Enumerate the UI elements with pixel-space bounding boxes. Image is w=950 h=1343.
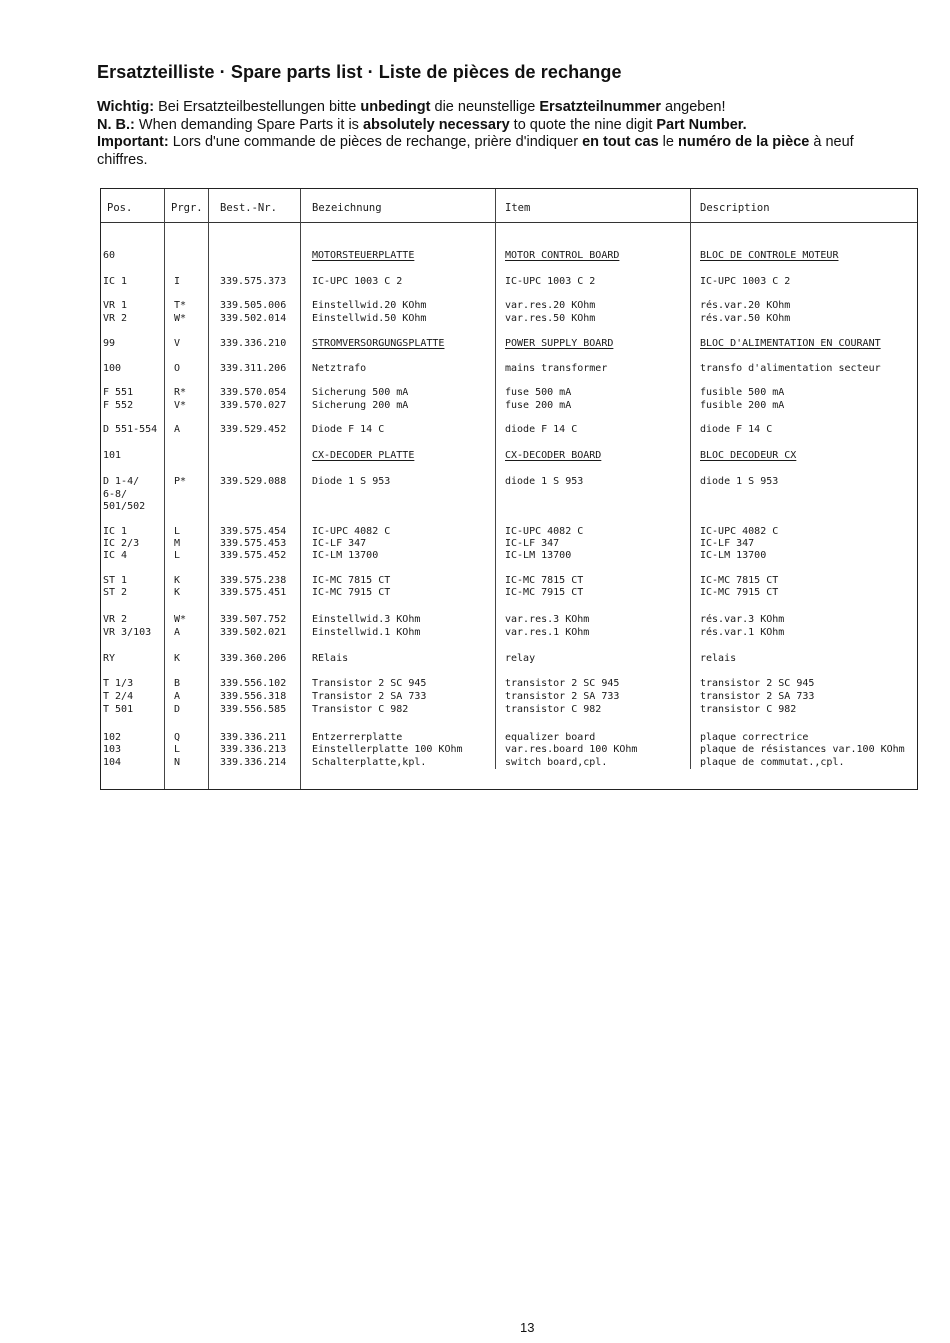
- cell-bezeichnung: IC-MC 7815 CT: [312, 575, 391, 586]
- notice-fr: Important: Lors d'une commande de pièces de rechange, prière d'indiquer en tout cas le numéro de la pièce à neuf chiffres.: [97, 134, 854, 168]
- cell-prgr: W*: [174, 614, 187, 625]
- cell-bezeichnung: RElais: [312, 653, 349, 664]
- cell-best-nr: 339.570.027: [220, 400, 287, 411]
- cell-item: equalizer board: [505, 732, 596, 743]
- col-divider: [208, 189, 209, 789]
- cell-prgr: O: [174, 363, 181, 374]
- cell-item: IC-UPC 1003 C 2: [505, 276, 596, 287]
- cell-bezeichnung: IC-UPC 1003 C 2: [312, 276, 403, 287]
- cell-prgr: N: [174, 757, 181, 768]
- header-description: Description: [700, 202, 770, 214]
- cell-best-nr: 339.529.088: [220, 476, 287, 487]
- cell-bezeichnung: IC-LM 13700: [312, 550, 379, 561]
- cell-pos: T 1/3: [103, 678, 134, 689]
- cell-item: MOTOR CONTROL BOARD: [505, 250, 620, 261]
- cell-item: CX-DECODER BOARD: [505, 450, 602, 461]
- cell-pos: 6-8/: [103, 489, 128, 500]
- cell-item: var.res.50 KOhm: [505, 313, 596, 324]
- cell-best-nr: 339.575.238: [220, 575, 287, 586]
- cell-bezeichnung: Einstellwid.20 KOhm: [312, 300, 427, 311]
- cell-item: mains transformer: [505, 363, 608, 374]
- cell-description: IC-MC 7815 CT: [700, 575, 779, 586]
- cell-prgr: L: [174, 526, 181, 537]
- cell-description: BLOC DE CONTROLE MOTEUR: [700, 250, 839, 261]
- cell-pos: IC 2/3: [103, 538, 140, 549]
- cell-bezeichnung: Transistor C 982: [312, 704, 409, 715]
- cell-best-nr: 339.575.452: [220, 550, 287, 561]
- cell-item: transistor C 982: [505, 704, 602, 715]
- page-title: Ersatzteilliste · Spare parts list · Liste de pièces de rechange: [97, 62, 622, 82]
- cell-description: rés.var.50 KOhm: [700, 313, 791, 324]
- cell-pos: ST 2: [103, 587, 128, 598]
- cell-item: POWER SUPPLY BOARD: [505, 338, 614, 349]
- cell-bezeichnung: Einstellerplatte 100 KOhm: [312, 744, 463, 755]
- cell-best-nr: 339.556.318: [220, 691, 287, 702]
- cell-pos: IC 1: [103, 526, 128, 537]
- cell-best-nr: 339.336.214: [220, 757, 287, 768]
- cell-pos: 102: [103, 732, 122, 743]
- cell-prgr: M: [174, 538, 181, 549]
- cell-best-nr: 339.336.210: [220, 338, 287, 349]
- cell-best-nr: 339.502.014: [220, 313, 287, 324]
- cell-bezeichnung: CX-DECODER PLATTE: [312, 450, 415, 461]
- cell-best-nr: 339.311.206: [220, 363, 287, 374]
- cell-bezeichnung: IC-LF 347: [312, 538, 367, 549]
- cell-pos: 60: [103, 250, 116, 261]
- cell-pos: ST 1: [103, 575, 128, 586]
- cell-bezeichnung: IC-MC 7915 CT: [312, 587, 391, 598]
- cell-pos: T 2/4: [103, 691, 134, 702]
- cell-item: var.res.1 KOhm: [505, 627, 590, 638]
- cell-description: IC-LM 13700: [700, 550, 767, 561]
- page-number: 13: [520, 1320, 535, 1335]
- cell-description: IC-LF 347: [700, 538, 755, 549]
- cell-bezeichnung: Diode 1 S 953: [312, 476, 391, 487]
- cell-item: fuse 500 mA: [505, 387, 572, 398]
- cell-description: transistor 2 SA 733: [700, 691, 815, 702]
- cell-prgr: B: [174, 678, 181, 689]
- cell-pos: 99: [103, 338, 116, 349]
- cell-item: diode F 14 C: [505, 424, 578, 435]
- cell-description: transistor 2 SC 945: [700, 678, 815, 689]
- cell-prgr: I: [174, 276, 181, 287]
- cell-best-nr: 339.556.585: [220, 704, 287, 715]
- cell-bezeichnung: Einstellwid.3 KOhm: [312, 614, 421, 625]
- cell-best-nr: 339.556.102: [220, 678, 287, 689]
- cell-description: IC-UPC 4082 C: [700, 526, 779, 537]
- col-divider: [164, 189, 165, 789]
- cell-bezeichnung: Einstellwid.50 KOhm: [312, 313, 427, 324]
- cell-bezeichnung: Transistor 2 SA 733: [312, 691, 427, 702]
- cell-prgr: R*: [174, 387, 187, 398]
- cell-bezeichnung: Entzerrerplatte: [312, 732, 403, 743]
- cell-description: plaque de commutat.,cpl.: [700, 757, 845, 768]
- header-item: Item: [505, 202, 531, 214]
- header-prgr: Prgr.: [171, 202, 203, 214]
- order-notice: [97, 99, 867, 169]
- cell-item: transistor 2 SA 733: [505, 691, 620, 702]
- cell-description: fusible 200 mA: [700, 400, 785, 411]
- cell-best-nr: 339.575.373: [220, 276, 287, 287]
- cell-pos: 103: [103, 744, 122, 755]
- cell-description: diode 1 S 953: [700, 476, 779, 487]
- cell-best-nr: 339.575.453: [220, 538, 287, 549]
- cell-pos: D 551-554: [103, 424, 158, 435]
- cell-bezeichnung: Einstellwid.1 KOhm: [312, 627, 421, 638]
- cell-prgr: K: [174, 575, 181, 586]
- cell-pos: F 551: [103, 387, 134, 398]
- cell-description: fusible 500 mA: [700, 387, 785, 398]
- parts-table: [100, 188, 918, 790]
- notice-en: N. B.: When demanding Spare Parts it is absolutely necessary to quote the nine digit Part Number.: [97, 116, 747, 133]
- header-pos: Pos.: [107, 202, 133, 214]
- cell-description: relais: [700, 653, 737, 664]
- cell-prgr: V*: [174, 400, 187, 411]
- cell-prgr: K: [174, 587, 181, 598]
- cell-pos: VR 1: [103, 300, 128, 311]
- cell-description: rés.var.20 KOhm: [700, 300, 791, 311]
- cell-best-nr: 339.575.451: [220, 587, 287, 598]
- cell-pos: 501/502: [103, 501, 146, 512]
- cell-prgr: A: [174, 691, 181, 702]
- cell-item: relay: [505, 653, 536, 664]
- cell-best-nr: 339.507.752: [220, 614, 287, 625]
- cell-item: transistor 2 SC 945: [505, 678, 620, 689]
- scan-artifact: [295, 2, 405, 12]
- cell-bezeichnung: IC-UPC 4082 C: [312, 526, 391, 537]
- cell-pos: VR 2: [103, 614, 128, 625]
- cell-bezeichnung: STROMVERSORGUNGSPLATTE: [312, 338, 445, 349]
- cell-best-nr: 339.502.021: [220, 627, 287, 638]
- cell-item: IC-LM 13700: [505, 550, 572, 561]
- header-bezeichnung: Bezeichnung: [312, 202, 382, 214]
- cell-item: IC-UPC 4082 C: [505, 526, 584, 537]
- col-divider: [690, 189, 691, 769]
- cell-prgr: W*: [174, 313, 187, 324]
- header-divider: [101, 222, 917, 223]
- cell-item: IC-MC 7815 CT: [505, 575, 584, 586]
- cell-prgr: P*: [174, 476, 187, 487]
- cell-bezeichnung: Sicherung 200 mA: [312, 400, 409, 411]
- cell-pos: T 501: [103, 704, 134, 715]
- cell-prgr: A: [174, 627, 181, 638]
- cell-pos: VR 3/103: [103, 627, 152, 638]
- cell-bezeichnung: Schalterplatte,kpl.: [312, 757, 427, 768]
- notice-de: Wichtig: Bei Ersatzteilbestellungen bitte unbedingt die neunstellige Ersatzteilnummer angeben!: [97, 99, 726, 115]
- cell-best-nr: 339.336.213: [220, 744, 287, 755]
- cell-item: var.res.board 100 KOhm: [505, 744, 638, 755]
- cell-bezeichnung: Netztrafo: [312, 363, 367, 374]
- header-best-nr: Best.-Nr.: [220, 202, 277, 214]
- cell-item: var.res.3 KOhm: [505, 614, 590, 625]
- cell-description: IC-UPC 1003 C 2: [700, 276, 791, 287]
- cell-description: IC-MC 7915 CT: [700, 587, 779, 598]
- cell-bezeichnung: MOTORSTEUERPLATTE: [312, 250, 415, 261]
- cell-description: rés.var.1 KOhm: [700, 627, 785, 638]
- cell-description: rés.var.3 KOhm: [700, 614, 785, 625]
- cell-item: fuse 200 mA: [505, 400, 572, 411]
- cell-bezeichnung: Sicherung 500 mA: [312, 387, 409, 398]
- cell-pos: 101: [103, 450, 122, 461]
- cell-prgr: K: [174, 653, 181, 664]
- cell-description: diode F 14 C: [700, 424, 773, 435]
- cell-pos: VR 2: [103, 313, 128, 324]
- cell-best-nr: 339.575.454: [220, 526, 287, 537]
- cell-prgr: L: [174, 744, 181, 755]
- cell-best-nr: 339.360.206: [220, 653, 287, 664]
- cell-description: plaque correctrice: [700, 732, 809, 743]
- cell-item: IC-MC 7915 CT: [505, 587, 584, 598]
- cell-bezeichnung: Transistor 2 SC 945: [312, 678, 427, 689]
- cell-prgr: A: [174, 424, 181, 435]
- cell-prgr: Q: [174, 732, 181, 743]
- cell-bezeichnung: Diode F 14 C: [312, 424, 385, 435]
- cell-pos: RY: [103, 653, 116, 664]
- cell-best-nr: 339.336.211: [220, 732, 287, 743]
- cell-prgr: L: [174, 550, 181, 561]
- cell-pos: 100: [103, 363, 122, 374]
- cell-item: IC-LF 347: [505, 538, 560, 549]
- cell-pos: IC 4: [103, 550, 128, 561]
- cell-description: BLOC DECODEUR CX: [700, 450, 797, 461]
- cell-best-nr: 339.505.006: [220, 300, 287, 311]
- col-divider: [300, 189, 301, 789]
- cell-description: plaque de résistances var.100 KOhm: [700, 744, 905, 755]
- cell-pos: D 1-4/: [103, 476, 140, 487]
- cell-best-nr: 339.529.452: [220, 424, 287, 435]
- cell-description: transistor C 982: [700, 704, 797, 715]
- cell-prgr: T*: [174, 300, 187, 311]
- cell-item: switch board,cpl.: [505, 757, 608, 768]
- cell-prgr: V: [174, 338, 181, 349]
- cell-description: transfo d'alimentation secteur: [700, 363, 881, 374]
- cell-pos: F 552: [103, 400, 134, 411]
- col-divider: [495, 189, 496, 769]
- cell-description: BLOC D'ALIMENTATION EN COURANT: [700, 338, 881, 349]
- cell-best-nr: 339.570.054: [220, 387, 287, 398]
- cell-item: var.res.20 KOhm: [505, 300, 596, 311]
- cell-pos: 104: [103, 757, 122, 768]
- cell-prgr: D: [174, 704, 181, 715]
- cell-item: diode 1 S 953: [505, 476, 584, 487]
- cell-pos: IC 1: [103, 276, 128, 287]
